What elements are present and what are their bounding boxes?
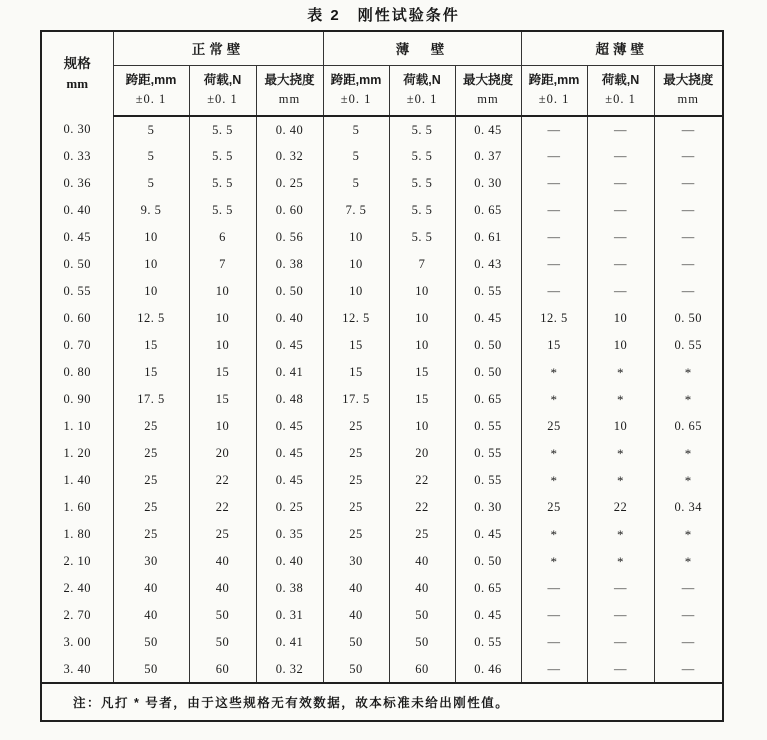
table-row <box>41 602 723 629</box>
table-title: 表 2 刚性试验条件 <box>307 7 460 24</box>
value-cell: * <box>521 359 587 386</box>
value-cell: — <box>587 197 654 224</box>
value-cell: 15 <box>189 386 256 413</box>
table-row <box>41 359 723 386</box>
value-cell: 10 <box>113 278 189 305</box>
value-cell: — <box>654 575 723 602</box>
table-header <box>41 31 723 116</box>
table-row <box>41 386 723 413</box>
value-cell: — <box>521 116 587 143</box>
table-row <box>41 413 723 440</box>
value-cell: 5 <box>323 116 389 143</box>
value-cell: 25 <box>323 521 389 548</box>
value-cell: 5. 5 <box>389 170 455 197</box>
value-cell: — <box>521 224 587 251</box>
value-cell: 0. 43 <box>455 251 521 278</box>
table-note: 注：凡打 * 号者，由于这些规格无有效数据，故本标准未给出刚性值。 <box>41 683 723 721</box>
group-header-row <box>41 31 723 65</box>
spec-cell: 1. 10 <box>63 419 91 433</box>
value-cell: 15 <box>113 332 189 359</box>
value-cell: 5 <box>113 143 189 170</box>
sub-header-0-1: 荷载,N ±0. 1 <box>189 65 256 116</box>
table-footer <box>41 683 723 721</box>
value-cell: 30 <box>113 548 189 575</box>
value-cell: 10 <box>189 413 256 440</box>
spec-cell: 1. 60 <box>63 500 91 514</box>
value-cell: — <box>521 197 587 224</box>
value-cell: — <box>521 251 587 278</box>
spec-cell: 0. 33 <box>63 149 91 163</box>
group-header-0: 正常壁 <box>113 31 323 65</box>
table-row <box>41 521 723 548</box>
value-cell: — <box>587 116 654 143</box>
value-cell: 25 <box>189 521 256 548</box>
value-cell: — <box>521 602 587 629</box>
value-cell: 0. 56 <box>256 224 323 251</box>
value-cell: 40 <box>113 602 189 629</box>
sub-header-2-1: 荷载,N ±0. 1 <box>587 65 654 116</box>
value-cell: 0. 45 <box>455 305 521 332</box>
value-cell: 0. 50 <box>455 548 521 575</box>
value-cell: 25 <box>323 494 389 521</box>
spec-cell: 2. 40 <box>63 581 91 595</box>
value-cell: 0. 45 <box>256 467 323 494</box>
value-cell: 0. 34 <box>654 494 723 521</box>
value-cell: 0. 32 <box>256 143 323 170</box>
value-cell: 0. 38 <box>256 251 323 278</box>
value-cell: 0. 65 <box>455 386 521 413</box>
spec-cell: 2. 70 <box>63 608 91 622</box>
table-row <box>41 332 723 359</box>
sub-header-1-1: 荷载,N ±0. 1 <box>389 65 455 116</box>
value-cell: 0. 30 <box>455 170 521 197</box>
value-cell: 0. 45 <box>256 413 323 440</box>
sub-header-0-2: 最大挠度 mm <box>256 65 323 116</box>
spec-cell: 3. 40 <box>63 661 91 676</box>
value-cell: 25 <box>323 440 389 467</box>
value-cell: 50 <box>389 629 455 656</box>
spec-cell: 0. 55 <box>63 284 91 298</box>
value-cell: 60 <box>189 656 256 683</box>
value-cell: — <box>587 224 654 251</box>
value-cell: 10 <box>189 332 256 359</box>
value-cell: * <box>521 386 587 413</box>
value-cell: 40 <box>323 575 389 602</box>
value-cell: 15 <box>521 332 587 359</box>
value-cell: 5 <box>113 170 189 197</box>
value-cell: 10 <box>189 278 256 305</box>
value-cell: — <box>654 170 723 197</box>
value-cell: 0. 41 <box>256 629 323 656</box>
table-row <box>41 440 723 467</box>
value-cell: 25 <box>323 467 389 494</box>
spec-header-label: 规格 <box>63 55 91 71</box>
table-row <box>41 305 723 332</box>
value-cell: 0. 55 <box>455 440 521 467</box>
spec-cell: 0. 45 <box>63 230 91 244</box>
value-cell: 0. 40 <box>256 548 323 575</box>
value-cell: — <box>587 656 654 683</box>
spec-cell: 0. 40 <box>63 203 91 217</box>
value-cell: 12. 5 <box>113 305 189 332</box>
sub-header-1-0: 跨距,mm ±0. 1 <box>323 65 389 116</box>
value-cell: 0. 40 <box>256 116 323 143</box>
sub-header-row <box>41 65 723 116</box>
value-cell: * <box>587 467 654 494</box>
value-cell: * <box>587 521 654 548</box>
value-cell: 10 <box>113 224 189 251</box>
spec-cell: 0. 70 <box>63 338 91 352</box>
table-row <box>41 467 723 494</box>
value-cell: 5. 5 <box>389 116 455 143</box>
value-cell: — <box>587 629 654 656</box>
value-cell: 0. 45 <box>256 440 323 467</box>
value-cell: 10 <box>323 278 389 305</box>
value-cell: 5. 5 <box>189 116 256 143</box>
value-cell: — <box>587 143 654 170</box>
value-cell: * <box>654 521 723 548</box>
value-cell: * <box>587 440 654 467</box>
value-cell: * <box>521 548 587 575</box>
value-cell: 22 <box>389 467 455 494</box>
value-cell: 0. 55 <box>455 629 521 656</box>
value-cell: 0. 60 <box>256 197 323 224</box>
sub-header-2-2: 最大挠度 mm <box>654 65 723 116</box>
value-cell: 5 <box>113 116 189 143</box>
value-cell: 0. 50 <box>455 359 521 386</box>
spec-cell: 1. 20 <box>63 446 91 460</box>
value-cell: 0. 45 <box>455 602 521 629</box>
value-cell: 50 <box>323 656 389 683</box>
value-cell: * <box>587 359 654 386</box>
spec-cell: 2. 10 <box>63 554 91 568</box>
value-cell: 0. 65 <box>455 575 521 602</box>
value-cell: 20 <box>189 440 256 467</box>
value-cell: * <box>587 548 654 575</box>
value-cell: 40 <box>389 575 455 602</box>
value-cell: 15 <box>389 359 455 386</box>
table-row <box>41 278 723 305</box>
spec-cell: 1. 40 <box>63 473 91 487</box>
value-cell: 0. 45 <box>455 116 521 143</box>
value-cell: 25 <box>113 440 189 467</box>
table-row <box>41 575 723 602</box>
value-cell: 0. 55 <box>455 278 521 305</box>
value-cell: 10 <box>113 251 189 278</box>
value-cell: * <box>654 440 723 467</box>
value-cell: 7 <box>189 251 256 278</box>
value-cell: 0. 40 <box>256 305 323 332</box>
value-cell: 0. 61 <box>455 224 521 251</box>
value-cell: 10 <box>389 305 455 332</box>
value-cell: * <box>654 548 723 575</box>
value-cell: 15 <box>323 359 389 386</box>
value-cell: * <box>521 521 587 548</box>
table-row <box>41 116 723 143</box>
value-cell: 12. 5 <box>323 305 389 332</box>
value-cell: — <box>521 656 587 683</box>
table-row <box>41 629 723 656</box>
value-cell: — <box>521 143 587 170</box>
value-cell: 17. 5 <box>113 386 189 413</box>
table-row <box>41 656 723 683</box>
value-cell: — <box>521 170 587 197</box>
value-cell: 25 <box>113 467 189 494</box>
value-cell: 0. 55 <box>455 413 521 440</box>
table-row <box>41 251 723 278</box>
value-cell: 10 <box>389 278 455 305</box>
value-cell: * <box>654 386 723 413</box>
value-cell: 25 <box>521 494 587 521</box>
value-cell: 0. 37 <box>455 143 521 170</box>
value-cell: — <box>654 197 723 224</box>
value-cell: 15 <box>323 332 389 359</box>
value-cell: 60 <box>389 656 455 683</box>
value-cell: 5 <box>323 170 389 197</box>
value-cell: 50 <box>113 656 189 683</box>
value-cell: 25 <box>113 413 189 440</box>
table-row <box>41 494 723 521</box>
value-cell: 5. 5 <box>189 143 256 170</box>
table-row <box>41 548 723 575</box>
value-cell: 0. 45 <box>455 521 521 548</box>
spec-cell: 0. 90 <box>63 392 91 406</box>
value-cell: * <box>521 440 587 467</box>
value-cell: 0. 50 <box>256 278 323 305</box>
value-cell: 0. 46 <box>455 656 521 683</box>
value-cell: 40 <box>323 602 389 629</box>
value-cell: — <box>654 224 723 251</box>
spec-header-unit: mm <box>66 76 89 92</box>
value-cell: 9. 5 <box>113 197 189 224</box>
note-row <box>41 683 723 721</box>
value-cell: 40 <box>189 548 256 575</box>
value-cell: 30 <box>323 548 389 575</box>
value-cell: 22 <box>389 494 455 521</box>
value-cell: 50 <box>189 629 256 656</box>
value-cell: 7. 5 <box>323 197 389 224</box>
value-cell: 5. 5 <box>389 197 455 224</box>
value-cell: 12. 5 <box>521 305 587 332</box>
value-cell: 25 <box>113 494 189 521</box>
value-cell: — <box>654 116 723 143</box>
value-cell: 10 <box>323 251 389 278</box>
value-cell: 0. 45 <box>256 332 323 359</box>
value-cell: 10 <box>389 413 455 440</box>
value-cell: 25 <box>323 413 389 440</box>
value-cell: 15 <box>189 359 256 386</box>
value-cell: 50 <box>189 602 256 629</box>
table-row <box>41 170 723 197</box>
value-cell: 0. 41 <box>256 359 323 386</box>
value-cell: 50 <box>113 629 189 656</box>
value-cell: 0. 31 <box>256 602 323 629</box>
sub-header-1-2: 最大挠度 mm <box>455 65 521 116</box>
value-cell: 0. 35 <box>256 521 323 548</box>
value-cell: 0. 48 <box>256 386 323 413</box>
table-row <box>41 197 723 224</box>
value-cell: 10 <box>587 332 654 359</box>
value-cell: 40 <box>113 575 189 602</box>
value-cell: — <box>654 602 723 629</box>
value-cell: — <box>521 575 587 602</box>
value-cell: 5. 5 <box>189 170 256 197</box>
spec-cell: 0. 60 <box>63 311 91 325</box>
value-cell: 5 <box>323 143 389 170</box>
value-cell: 0. 50 <box>455 332 521 359</box>
sub-header-2-0: 跨距,mm ±0. 1 <box>521 65 587 116</box>
value-cell: 22 <box>189 467 256 494</box>
value-cell: — <box>654 656 723 683</box>
spec-column-header <box>41 31 113 116</box>
sub-header-0-0: 跨距,mm ±0. 1 <box>113 65 189 116</box>
spec-cell: 0. 50 <box>63 257 91 271</box>
value-cell: — <box>587 278 654 305</box>
value-cell: 22 <box>587 494 654 521</box>
value-cell: 0. 32 <box>256 656 323 683</box>
value-cell: 10 <box>587 413 654 440</box>
value-cell: — <box>521 629 587 656</box>
value-cell: — <box>521 278 587 305</box>
value-cell: — <box>587 602 654 629</box>
table-row <box>41 224 723 251</box>
value-cell: 10 <box>323 224 389 251</box>
value-cell: — <box>587 170 654 197</box>
table-row <box>41 143 723 170</box>
value-cell: — <box>654 143 723 170</box>
value-cell: * <box>521 467 587 494</box>
value-cell: 10 <box>189 305 256 332</box>
value-cell: 22 <box>189 494 256 521</box>
value-cell: 5. 5 <box>389 224 455 251</box>
value-cell: 50 <box>389 602 455 629</box>
value-cell: 5. 5 <box>389 143 455 170</box>
value-cell: 5. 5 <box>189 197 256 224</box>
group-header-2: 超薄壁 <box>521 31 723 65</box>
value-cell: * <box>654 359 723 386</box>
rigidity-test-conditions-table <box>40 30 724 722</box>
value-cell: 40 <box>189 575 256 602</box>
value-cell: 10 <box>587 305 654 332</box>
value-cell: 0. 55 <box>654 332 723 359</box>
value-cell: — <box>587 575 654 602</box>
value-cell: 15 <box>389 386 455 413</box>
value-cell: 0. 25 <box>256 494 323 521</box>
value-cell: * <box>587 386 654 413</box>
value-cell: 15 <box>113 359 189 386</box>
group-header-1: 薄 壁 <box>323 31 521 65</box>
value-cell: — <box>654 629 723 656</box>
value-cell: * <box>654 467 723 494</box>
spec-cell: 0. 30 <box>63 122 91 136</box>
value-cell: 25 <box>389 521 455 548</box>
table-body <box>41 116 723 683</box>
value-cell: 0. 65 <box>455 197 521 224</box>
spec-cell: 1. 80 <box>63 527 91 541</box>
spec-cell: 0. 80 <box>63 365 91 379</box>
value-cell: 0. 38 <box>256 575 323 602</box>
value-cell: 0. 25 <box>256 170 323 197</box>
spec-cell: 0. 36 <box>63 176 91 190</box>
value-cell: 0. 65 <box>654 413 723 440</box>
value-cell: — <box>654 278 723 305</box>
value-cell: — <box>587 251 654 278</box>
value-cell: 0. 30 <box>455 494 521 521</box>
value-cell: 17. 5 <box>323 386 389 413</box>
value-cell: 20 <box>389 440 455 467</box>
value-cell: 40 <box>389 548 455 575</box>
value-cell: 7 <box>389 251 455 278</box>
value-cell: 25 <box>113 521 189 548</box>
value-cell: 25 <box>521 413 587 440</box>
value-cell: 10 <box>389 332 455 359</box>
spec-cell: 3. 00 <box>63 635 91 649</box>
value-cell: 6 <box>189 224 256 251</box>
value-cell: — <box>654 251 723 278</box>
value-cell: 50 <box>323 629 389 656</box>
value-cell: 0. 55 <box>455 467 521 494</box>
value-cell: 0. 50 <box>654 305 723 332</box>
